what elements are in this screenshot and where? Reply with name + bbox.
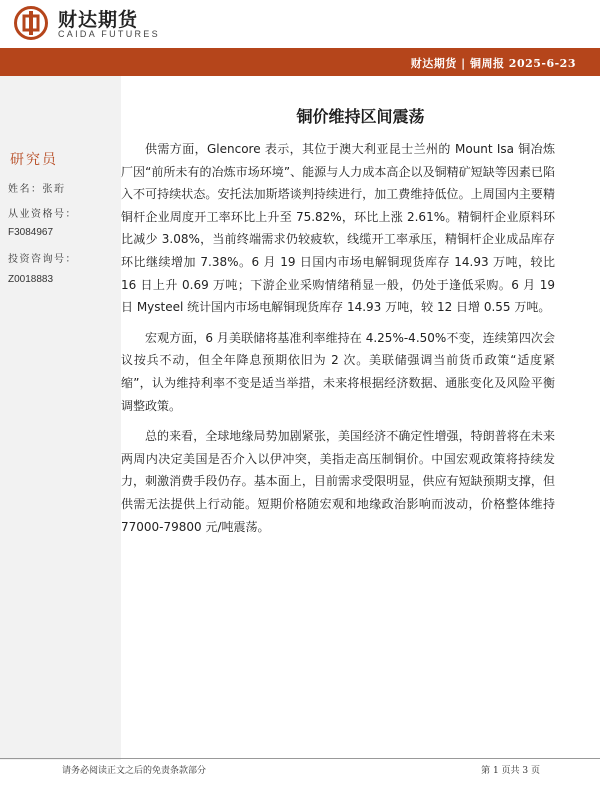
paragraph-summary: 总的来看，全球地缘局势加剧紧张，美国经济不确定性增强，特朗普将在未来两周内决定美国是否介入以伊冲突，美指走高压制铜价。中国宏观政策将持续发力，刺激消费手段仍存。基本面上，目前需求受限明显，供应有短缺预期支撑，但供需无法提供上行动能。短期价格随宏观和地缘政治影响而波动，价格整体维持 77000-79800 元/吨震荡。 bbox=[121, 429, 555, 534]
page-number: 第 1 页共 3 页 bbox=[481, 766, 540, 776]
header-band bbox=[0, 48, 600, 76]
caida-logo-icon bbox=[14, 6, 48, 40]
analyst-sidebar bbox=[0, 76, 121, 760]
brand-name-cn: 财达期货 bbox=[58, 9, 139, 31]
page-header bbox=[0, 0, 600, 48]
qualification-number: F3084967 bbox=[8, 227, 54, 238]
paragraph-macro: 宏观方面，6 月美联储将基准利率维持在 4.25%-4.50%不变，连续第四次会议按兵不动，但全年降息预期依旧为 2 次。美联储强调当前货币政策“适度紧缩”，认为维持利率不变是适当举措，未来将根据经济数据、通胀变化及风险平衡调整政策。 bbox=[121, 330, 555, 413]
qualification-label: 从业资格号： bbox=[8, 209, 77, 220]
report-info: 财达期货 | 铜周报 2025-6-23 bbox=[410, 57, 576, 70]
footer-divider bbox=[0, 758, 600, 759]
footer-disclaimer: 请务必阅读正文之后的免责条款部分 bbox=[62, 766, 207, 776]
page-title: 铜价维持区间震荡 bbox=[296, 107, 425, 126]
researcher-heading: 研究员 bbox=[10, 152, 58, 168]
article-body bbox=[121, 138, 555, 546]
brand-name-en: CAIDA FUTURES bbox=[58, 29, 160, 39]
analyst-name: 姓名：张珩 bbox=[8, 184, 66, 195]
investment-consult-number: Z0018883 bbox=[8, 274, 54, 285]
paragraph-supply-demand: 供需方面，Glencore 表示，其位于澳大利亚昆士兰州的 Mount Isa 铜冶炼厂因“前所未有的冶炼市场环境”、能源与人力成本高企以及铜精矿短缺等因素已陷入不可持续状态。安托法加斯塔谈判持续进行，加工费维持低位。上周国内主要精铜杆企业周度开工率环比上升至 75.82%，环比上涨 2.61%。精铜杆企业原料环比减少 3.08%，当前终端需求仍较疲软，线缆开工率承压，精铜杆企业成品库存环比继续增加 7.38%。6 月 19 日国内市场电解铜现货库存 14.93 万吨，较比 16 日上升 0.69 万吨；下游企业采购情绪稍显一般，仍处于逢低采购。6 月 19 日 Mysteel 统计国内市场电解铜现货库存 14.93 万吨，较 12 日增 0.55 万吨。 bbox=[121, 142, 555, 315]
investment-consult-label: 投资咨询号： bbox=[8, 254, 77, 265]
